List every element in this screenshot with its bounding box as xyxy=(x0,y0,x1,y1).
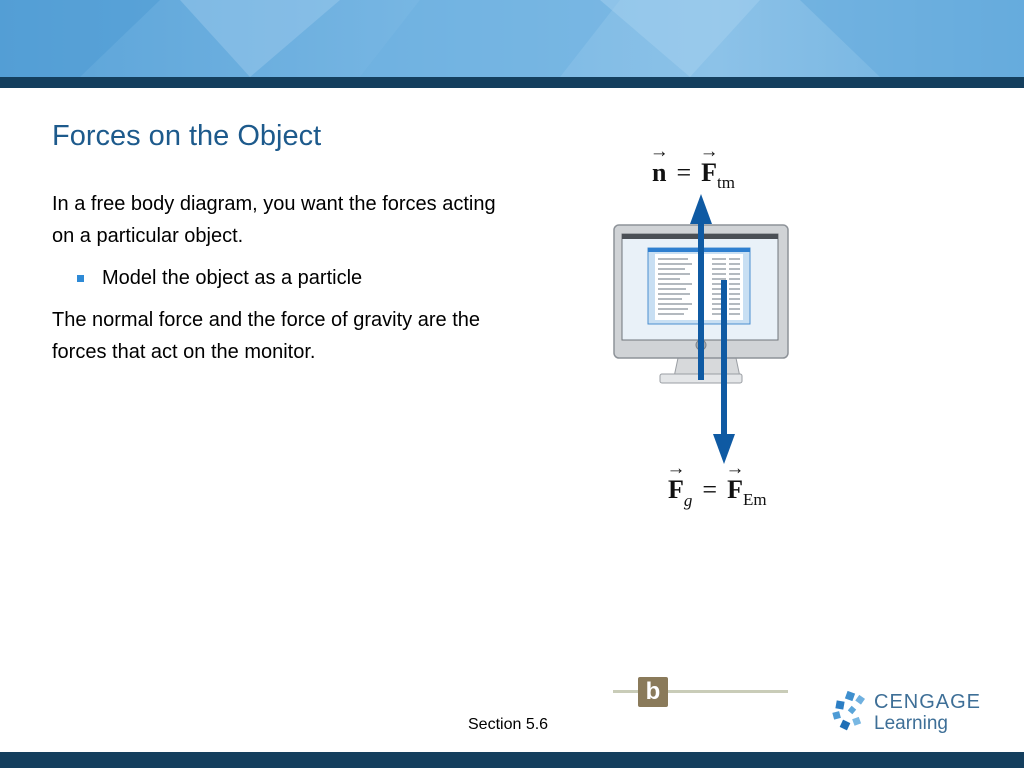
bullet-text: Model the object as a particle xyxy=(102,267,363,289)
cengage-logo-icon xyxy=(832,690,872,740)
paragraph-free-body: In a free body diagram, you want the forces acting on a particular object. xyxy=(52,193,496,247)
footer-rule xyxy=(0,752,1024,768)
paragraph-forces: The normal force and the force of gravity are the forces that act on the monitor. xyxy=(52,309,480,363)
header-decoration xyxy=(0,0,1024,77)
equals-sign: = xyxy=(676,158,692,187)
free-body-diagram xyxy=(600,140,820,530)
gravity-force-equation xyxy=(668,475,767,510)
logo-line1: CENGAGE xyxy=(874,691,982,713)
bullet-marker xyxy=(77,275,84,282)
bullet-item xyxy=(52,262,512,294)
n-vector: → n xyxy=(652,158,666,188)
equals-sign-bottom: = xyxy=(702,475,718,504)
header-rule xyxy=(0,77,1024,88)
subscript-em: Em xyxy=(742,490,767,509)
header-band xyxy=(0,0,1024,77)
figure-label-badge: b xyxy=(638,677,668,707)
section-label: Section 5.6 xyxy=(468,716,549,733)
subscript-g: g xyxy=(683,491,693,510)
subscript-tm: tm xyxy=(717,173,735,192)
slide-title: Forces on the Object xyxy=(52,120,322,152)
slide-body xyxy=(52,188,512,368)
logo-line2: Learning xyxy=(874,713,948,734)
f-g-vector: → F xyxy=(668,475,684,505)
f-vector: → F xyxy=(701,158,717,188)
f-em-vector: → F xyxy=(727,475,743,505)
cengage-logo xyxy=(832,690,992,740)
